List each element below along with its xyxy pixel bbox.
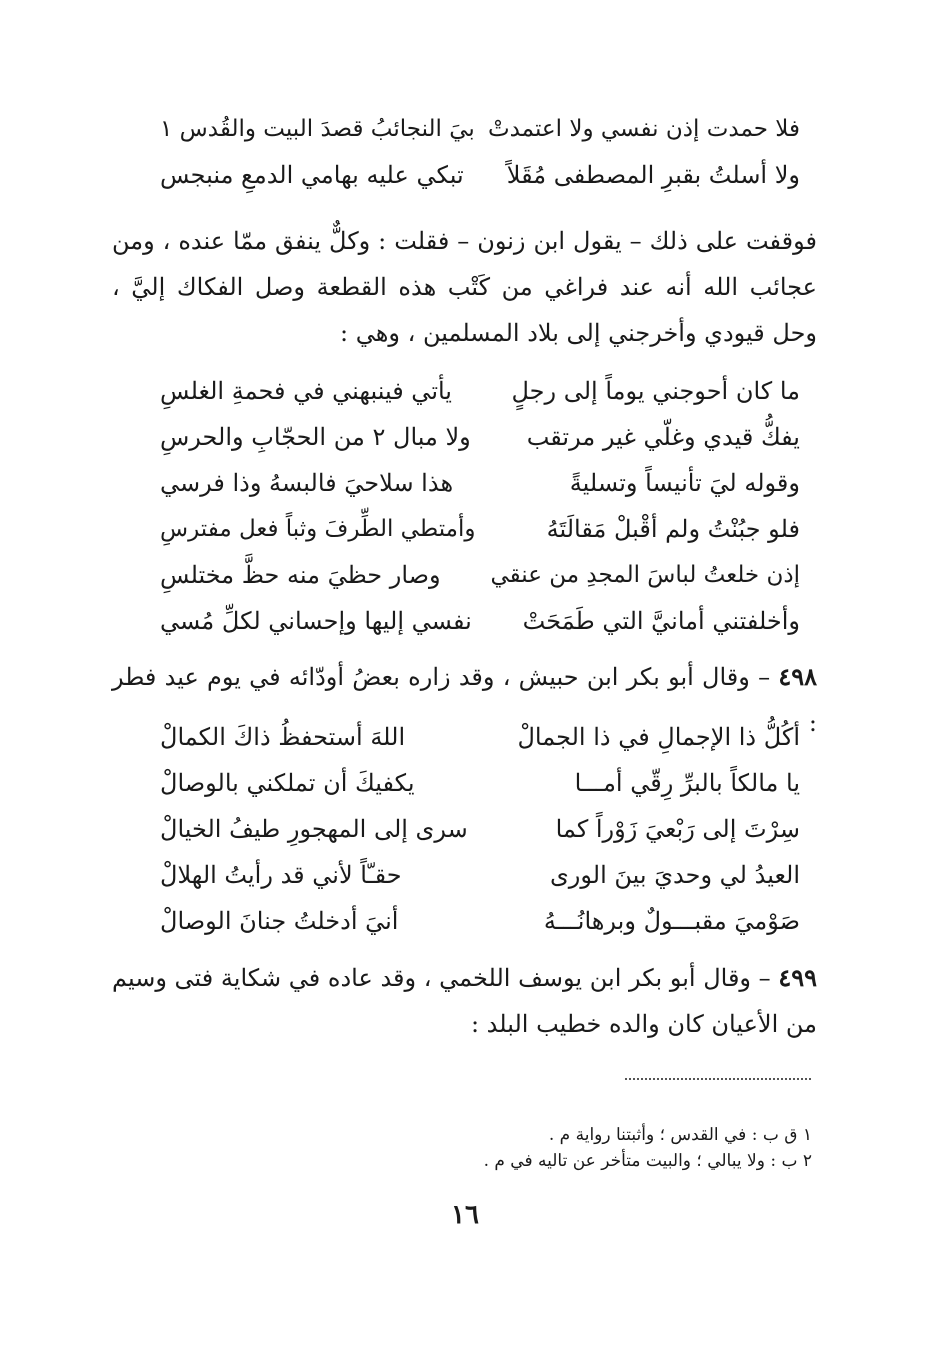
prose-paragraph-499 xyxy=(112,955,817,1047)
entry-text: – وقال أبو بكر ابن يوسف اللخمي ، وقد عاده في شكاية فتى وسيم من الأعيان كان والده خطيب البلد : xyxy=(112,964,817,1038)
verse-line xyxy=(150,552,800,598)
entry-text: – وقال أبو بكر ابن حبيش ، وقد زاره بعضُ أودّائه في يوم عيد فطر : xyxy=(112,663,817,737)
footnotes xyxy=(400,1122,812,1174)
verse-second-hemistich: اللهَ أستحفظُ ذاكَ الكمالْ xyxy=(160,723,406,751)
verse-second-hemistich: أنيَ أدخلتُ جنانَ الوصالْ xyxy=(160,907,399,935)
verse-second-hemistich: وأمتطي الطِّرفَ وثباً فعل مفترسِ xyxy=(160,516,476,542)
verse-line xyxy=(150,806,800,852)
verse-first-hemistich: صَوْميَ مقبـــولٌ وبرهانُـــهُ xyxy=(543,907,800,935)
verse-first-hemistich: فلو جبُنْتُ ولم أقْبلْ مَقالَتَهُ xyxy=(546,515,800,543)
footnote-divider xyxy=(625,1078,811,1080)
verse-line xyxy=(150,106,800,152)
verse-line xyxy=(150,852,800,898)
verse-second-hemistich: يأتي فينبهني في فحمةِ الغلسِ xyxy=(160,377,452,405)
paragraph-text xyxy=(112,955,817,1047)
verse-first-hemistich: أكُلُّ ذا الإجمالِ في ذا الجمالْ xyxy=(517,723,800,751)
verse-line xyxy=(150,506,800,552)
verse-second-hemistich: يكفيكَ أن تملكني بالوصالْ xyxy=(160,769,415,797)
entry-number: ٤٩٨ xyxy=(778,662,817,691)
verse-first-hemistich: يا مالكاً بالبرِّ رِقّي أمـــا xyxy=(574,769,800,797)
verse-first-hemistich: سِرْتَ إلى رَبْعيَ زَوْراً كما xyxy=(555,815,800,843)
verse-block-lower xyxy=(150,714,800,944)
entry-number: ٤٩٩ xyxy=(778,963,817,992)
verse-line xyxy=(150,460,800,506)
verse-line xyxy=(150,414,800,460)
verse-second-hemistich: تبكي عليه بهامي الدمعِ منبجس xyxy=(160,161,464,189)
prose-paragraph-1 xyxy=(112,218,817,356)
paragraph-text: فوقفت على ذلك – يقول ابن زنون – فقلت : وكلٌّ ينفق ممّا عنده ، ومن عجائب الله أنه عند فراغي من كَتْب هذه القطعة وصل الفكاك إليَّ ، وحل قيودي وأخرجني إلى بلاد المسلمين ، وهي : xyxy=(112,227,817,347)
verse-first-hemistich: ولا أسلتُ بقبرِ المصطفى مُقَلاً xyxy=(506,161,800,189)
verse-first-hemistich: ما كان أحوجني يوماً إلى رجلٍ xyxy=(511,377,800,405)
verse-line xyxy=(150,714,800,760)
verse-first-hemistich: وقوله ليَ تأنيساً وتسليةً xyxy=(569,469,800,497)
verse-line xyxy=(150,598,800,644)
verse-line xyxy=(150,368,800,414)
verse-second-hemistich: بيَ النجائبُ قصدَ البيت والقُدس ١ xyxy=(160,116,475,142)
verse-second-hemistich: نفسي إليها وإحساني لكلِّ مُسي xyxy=(160,607,472,635)
footnote-1: ١ ق ب : في القدس ؛ وأثبتنا رواية م . xyxy=(548,1125,812,1145)
verse-line xyxy=(150,152,800,198)
verse-first-hemistich: إذن خلعتُ لباسَ المجدِ من عنقي xyxy=(490,562,800,588)
verse-line xyxy=(150,760,800,806)
page-number: ١٦ xyxy=(451,1200,479,1230)
verse-block-middle xyxy=(150,368,800,644)
verse-first-hemistich: العيدُ لي وحديَ بينَ الورى xyxy=(550,861,800,889)
verse-first-hemistich: وأخلفتني أمانيَّ التي طَمَحَتْ xyxy=(522,607,800,635)
verse-first-hemistich: فلا حمدت إذن نفسي ولا اعتمدتْ xyxy=(487,116,800,142)
verse-second-hemistich: وصار حظيَ منه حظَّ مختلسِ xyxy=(160,561,441,589)
footnote-2: ٢ ب : ولا يبالي ؛ والبيت متأخر عن تاليه في م . xyxy=(483,1151,812,1171)
verse-block-top xyxy=(150,106,800,198)
verse-first-hemistich: يفكُّ قيدي وغلّي غير مرتقب xyxy=(526,423,800,451)
verse-second-hemistich: سرى إلى المهجورِ طيفُ الخيالْ xyxy=(160,815,468,843)
verse-line xyxy=(150,898,800,944)
verse-second-hemistich: ولا مبال ٢ من الحجّابِ والحرسِ xyxy=(160,423,471,451)
verse-second-hemistich: هذا سلاحيَ فالبسهُ وذا فرسي xyxy=(160,469,454,497)
verse-second-hemistich: حقـّاً لأني قد رأيتُ الهلالْ xyxy=(160,861,402,889)
